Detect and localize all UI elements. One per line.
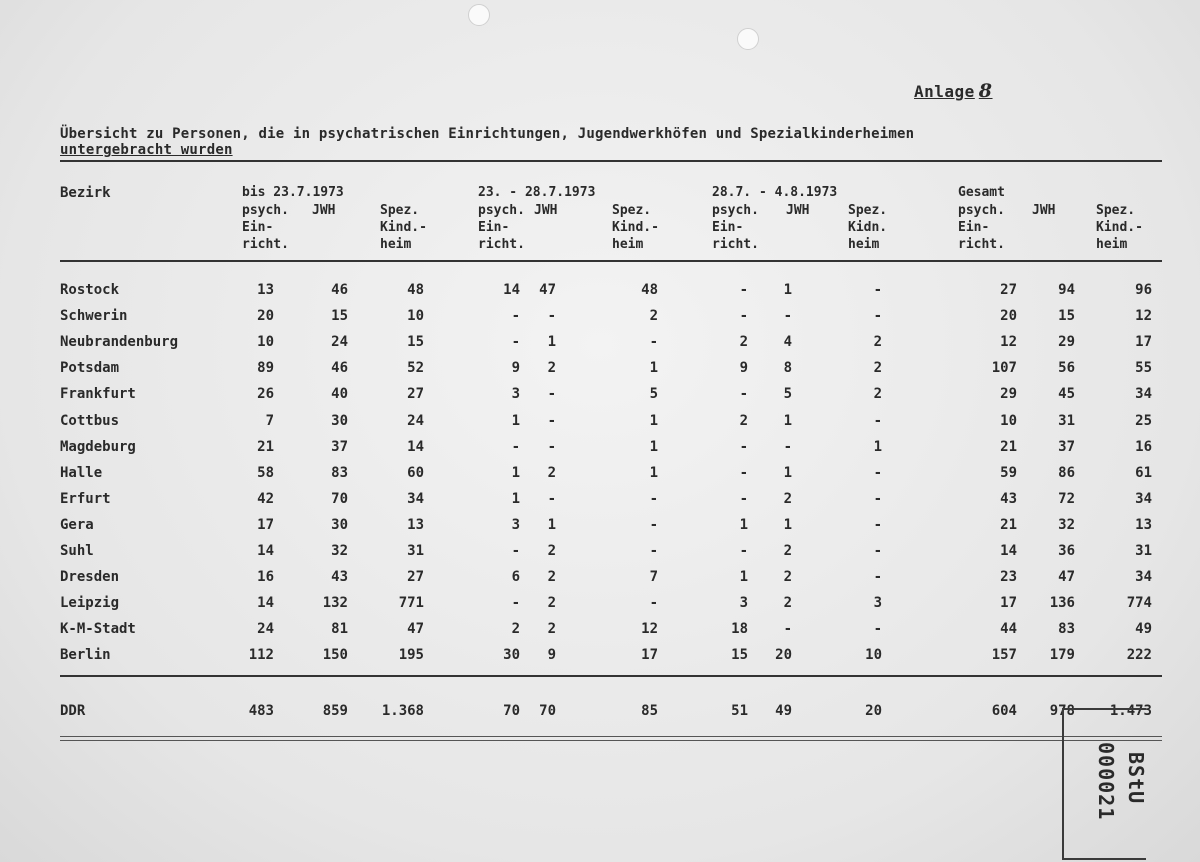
cell-value: 157	[991, 647, 1017, 663]
cell-value: 25	[1135, 413, 1152, 429]
header-psych-label: Ein-	[478, 220, 510, 235]
cell-value: 34	[1135, 491, 1152, 507]
cell-value: 1	[511, 413, 520, 429]
title-rule	[60, 160, 1162, 162]
cell-value: 58	[257, 465, 274, 481]
header-psych-label: psych.	[478, 203, 525, 218]
cell-value: 72	[1058, 491, 1075, 507]
cell-value: 1	[511, 491, 520, 507]
cell-value: 52	[407, 360, 424, 376]
header-jwh-label: JWH	[534, 203, 558, 218]
cell-value: 45	[1058, 386, 1075, 402]
cell-value: 10	[1000, 413, 1017, 429]
cell-value: 47	[539, 282, 556, 298]
title-line-1: Übersicht zu Personen, die in psychatrischen Einrichtungen, Jugendwerkhöfen und Spezialkinderheimen	[60, 126, 915, 142]
cell-value: 51	[731, 703, 748, 719]
cell-value: 31	[407, 543, 424, 559]
cell-value: 96	[1135, 282, 1152, 298]
cell-value: -	[873, 517, 882, 533]
cell-value: 81	[331, 621, 348, 637]
cell-value: -	[783, 439, 792, 455]
anlage-label	[914, 80, 993, 102]
cell-value: -	[873, 543, 882, 559]
header-spez-label: heim	[380, 237, 412, 252]
cell-value: -	[739, 386, 748, 402]
cell-value: 20	[865, 703, 882, 719]
stamp-number: 000021	[1094, 742, 1118, 821]
cell-value: 2	[511, 621, 520, 637]
cell-value: 2	[547, 621, 556, 637]
cell-value: -	[783, 621, 792, 637]
cell-value: 1	[783, 465, 792, 481]
cell-value: 17	[257, 517, 274, 533]
cell-value: 2	[739, 413, 748, 429]
cell-bezirk: Magdeburg	[60, 439, 136, 455]
cell-value: 37	[331, 439, 348, 455]
cell-value: 2	[547, 543, 556, 559]
cell-bezirk: DDR	[60, 703, 86, 719]
cell-value: 47	[1058, 569, 1075, 585]
cell-value: 34	[1135, 569, 1152, 585]
cell-value: -	[783, 308, 792, 324]
closing-rule-1	[60, 736, 1162, 737]
header-spez-label: heim	[848, 237, 880, 252]
header-spez-label: Kidn.	[848, 220, 888, 235]
cell-value: 23	[1000, 569, 1017, 585]
cell-value: 2	[873, 360, 882, 376]
cell-value: 6	[511, 569, 520, 585]
header-spez-label: Kind.-	[612, 220, 659, 235]
header-spez-label: Spez.	[612, 203, 652, 218]
cell-value: 37	[1058, 439, 1075, 455]
cell-bezirk: Rostock	[60, 282, 120, 298]
cell-value: 30	[331, 517, 348, 533]
cell-value: 13	[1135, 517, 1152, 533]
cell-value: 2	[783, 491, 792, 507]
cell-bezirk: Gera	[60, 517, 94, 533]
cell-value: 36	[1058, 543, 1075, 559]
cell-value: -	[873, 308, 882, 324]
cell-value: -	[511, 595, 520, 611]
cell-value: 12	[641, 621, 658, 637]
cell-value: -	[873, 491, 882, 507]
cell-value: -	[649, 517, 658, 533]
cell-bezirk: Frankfurt	[60, 386, 136, 402]
header-spez-label: heim	[612, 237, 644, 252]
cell-value: 27	[407, 386, 424, 402]
cell-value: 9	[739, 360, 748, 376]
cell-value: -	[739, 465, 748, 481]
header-psych-label: Ein-	[242, 220, 274, 235]
header-psych-label: psych.	[712, 203, 759, 218]
cell-value: 3	[511, 517, 520, 533]
cell-value: 16	[257, 569, 274, 585]
stamp-org: BStU	[1124, 752, 1148, 805]
header-spez-label: heim	[1096, 237, 1128, 252]
cell-bezirk: Leipzig	[60, 595, 120, 611]
cell-value: 61	[1135, 465, 1152, 481]
cell-value: 2	[547, 569, 556, 585]
cell-value: 55	[1135, 360, 1152, 376]
header-psych-label: psych.	[242, 203, 289, 218]
closing-rule-2	[60, 740, 1162, 741]
cell-value: -	[511, 543, 520, 559]
cell-value: 1	[649, 465, 658, 481]
document-title	[60, 126, 1170, 158]
cell-value: 150	[322, 647, 348, 663]
cell-value: 16	[1135, 439, 1152, 455]
cell-value: 34	[1135, 386, 1152, 402]
cell-value: 27	[1000, 282, 1017, 298]
cell-value: 70	[331, 491, 348, 507]
cell-value: 15	[1058, 308, 1075, 324]
cell-value: 46	[331, 282, 348, 298]
cell-value: -	[547, 308, 556, 324]
cell-bezirk: K-M-Stadt	[60, 621, 136, 637]
cell-value: 14	[257, 543, 274, 559]
cell-value: 2	[739, 334, 748, 350]
cell-value: 47	[407, 621, 424, 637]
cell-value: 1	[783, 282, 792, 298]
cell-value: 15	[731, 647, 748, 663]
header-spez-label: Spez.	[848, 203, 888, 218]
cell-value: -	[511, 439, 520, 455]
header-psych-label: Ein-	[958, 220, 990, 235]
cell-value: 14	[503, 282, 520, 298]
cell-bezirk: Cottbus	[60, 413, 120, 429]
header-period-title: 28.7. - 4.8.1973	[712, 185, 838, 200]
header-period-title: Gesamt	[958, 185, 1005, 200]
cell-value: 20	[257, 308, 274, 324]
anlage-number: 8	[978, 80, 993, 102]
cell-value: 40	[331, 386, 348, 402]
header-bezirk: Bezirk	[60, 185, 111, 201]
cell-value: 86	[1058, 465, 1075, 481]
cell-value: 483	[248, 703, 274, 719]
cell-value: 2	[873, 334, 882, 350]
cell-value: 31	[1135, 543, 1152, 559]
cell-value: 29	[1058, 334, 1075, 350]
cell-value: 24	[331, 334, 348, 350]
cell-value: 34	[407, 491, 424, 507]
cell-value: 49	[775, 703, 792, 719]
cell-value: 17	[641, 647, 658, 663]
cell-value: 13	[407, 517, 424, 533]
punch-hole	[468, 4, 490, 26]
cell-value: 222	[1126, 647, 1152, 663]
title-line-2: untergebracht wurden	[60, 142, 233, 158]
cell-value: 70	[503, 703, 520, 719]
cell-value: 15	[331, 308, 348, 324]
cell-value: 195	[398, 647, 424, 663]
cell-value: -	[873, 569, 882, 585]
cell-value: 2	[547, 465, 556, 481]
header-psych-label: richt.	[712, 237, 759, 252]
cell-value: 107	[991, 360, 1017, 376]
cell-value: 49	[1135, 621, 1152, 637]
cell-value: 1	[547, 517, 556, 533]
cell-bezirk: Erfurt	[60, 491, 111, 507]
cell-value: 5	[649, 386, 658, 402]
cell-value: 179	[1049, 647, 1075, 663]
cell-value: -	[873, 282, 882, 298]
cell-value: -	[649, 334, 658, 350]
cell-value: -	[511, 308, 520, 324]
cell-value: 2	[783, 543, 792, 559]
cell-value: 83	[331, 465, 348, 481]
cell-value: 21	[257, 439, 274, 455]
cell-value: -	[873, 413, 882, 429]
cell-value: 4	[783, 334, 792, 350]
cell-value: 2	[547, 595, 556, 611]
cell-value: 24	[407, 413, 424, 429]
cell-value: -	[649, 595, 658, 611]
total-rule	[60, 675, 1162, 677]
cell-value: 46	[331, 360, 348, 376]
cell-value: 1	[649, 413, 658, 429]
cell-value: 14	[257, 595, 274, 611]
cell-value: 70	[539, 703, 556, 719]
header-spez-label: Spez.	[1096, 203, 1136, 218]
cell-bezirk: Berlin	[60, 647, 111, 663]
cell-value: 48	[641, 282, 658, 298]
cell-value: 3	[739, 595, 748, 611]
cell-bezirk: Schwerin	[60, 308, 128, 324]
cell-value: -	[511, 334, 520, 350]
cell-value: 1.368	[381, 703, 424, 719]
cell-bezirk: Potsdam	[60, 360, 120, 376]
cell-value: 112	[248, 647, 274, 663]
header-psych-label: richt.	[958, 237, 1005, 252]
header-rule	[60, 260, 1162, 262]
cell-value: -	[649, 543, 658, 559]
cell-value: 20	[775, 647, 792, 663]
cell-bezirk: Neubrandenburg	[60, 334, 179, 350]
cell-value: 94	[1058, 282, 1075, 298]
cell-value: -	[873, 621, 882, 637]
cell-value: 5	[783, 386, 792, 402]
cell-value: 1	[739, 569, 748, 585]
cell-value: 42	[257, 491, 274, 507]
cell-value: 89	[257, 360, 274, 376]
cell-value: 17	[1000, 595, 1017, 611]
cell-value: -	[873, 465, 882, 481]
cell-value: 1	[511, 465, 520, 481]
cell-value: 774	[1126, 595, 1152, 611]
cell-value: 30	[503, 647, 520, 663]
cell-value: 17	[1135, 334, 1152, 350]
cell-value: 771	[398, 595, 424, 611]
cell-value: 2	[547, 360, 556, 376]
cell-value: 2	[783, 595, 792, 611]
cell-value: 1	[783, 413, 792, 429]
cell-value: 132	[322, 595, 348, 611]
cell-value: 14	[1000, 543, 1017, 559]
cell-value: 26	[257, 386, 274, 402]
cell-value: 12	[1000, 334, 1017, 350]
cell-bezirk: Dresden	[60, 569, 120, 585]
cell-value: 10	[865, 647, 882, 663]
header-psych-label: richt.	[478, 237, 525, 252]
cell-value: 32	[1058, 517, 1075, 533]
cell-value: 60	[407, 465, 424, 481]
cell-value: 18	[731, 621, 748, 637]
cell-value: 3	[873, 595, 882, 611]
cell-value: 1.473	[1109, 703, 1152, 719]
header-psych-label: Ein-	[712, 220, 744, 235]
cell-value: 32	[331, 543, 348, 559]
cell-value: 10	[257, 334, 274, 350]
cell-bezirk: Suhl	[60, 543, 94, 559]
cell-value: 7	[265, 413, 274, 429]
cell-value: 29	[1000, 386, 1017, 402]
cell-value: 1	[873, 439, 882, 455]
header-jwh-label: JWH	[1032, 203, 1056, 218]
cell-value: 7	[649, 569, 658, 585]
cell-value: 1	[649, 360, 658, 376]
cell-value: 3	[511, 386, 520, 402]
cell-value: 85	[641, 703, 658, 719]
cell-value: 978	[1049, 703, 1075, 719]
cell-value: 14	[407, 439, 424, 455]
header-psych-label: psych.	[958, 203, 1005, 218]
cell-value: 20	[1000, 308, 1017, 324]
cell-value: 12	[1135, 308, 1152, 324]
cell-value: 30	[331, 413, 348, 429]
cell-value: 859	[322, 703, 348, 719]
cell-value: 136	[1049, 595, 1075, 611]
cell-bezirk: Halle	[60, 465, 103, 481]
cell-value: 2	[783, 569, 792, 585]
cell-value: 2	[649, 308, 658, 324]
header-period-title: 23. - 28.7.1973	[478, 185, 596, 200]
cell-value: -	[739, 491, 748, 507]
cell-value: -	[739, 308, 748, 324]
header-spez-label: Spez.	[380, 203, 420, 218]
cell-value: 59	[1000, 465, 1017, 481]
header-jwh-label: JWH	[786, 203, 810, 218]
cell-value: -	[739, 439, 748, 455]
cell-value: 24	[257, 621, 274, 637]
cell-value: 2	[873, 386, 882, 402]
cell-value: 10	[407, 308, 424, 324]
cell-value: 1	[649, 439, 658, 455]
cell-value: 27	[407, 569, 424, 585]
cell-value: 1	[783, 517, 792, 533]
cell-value: -	[739, 282, 748, 298]
cell-value: -	[547, 386, 556, 402]
cell-value: 43	[1000, 491, 1017, 507]
cell-value: 1	[547, 334, 556, 350]
cell-value: 48	[407, 282, 424, 298]
anlage-text: Anlage	[914, 82, 975, 101]
header-spez-label: Kind.-	[380, 220, 427, 235]
cell-value: 9	[547, 647, 556, 663]
cell-value: 21	[1000, 439, 1017, 455]
cell-value: 56	[1058, 360, 1075, 376]
cell-value: 604	[991, 703, 1017, 719]
cell-value: 8	[783, 360, 792, 376]
cell-value: 9	[511, 360, 520, 376]
cell-value: -	[547, 439, 556, 455]
cell-value: 15	[407, 334, 424, 350]
header-period-title: bis 23.7.1973	[242, 185, 344, 200]
cell-value: 21	[1000, 517, 1017, 533]
cell-value: 44	[1000, 621, 1017, 637]
cell-value: 1	[739, 517, 748, 533]
cell-value: -	[649, 491, 658, 507]
cell-value: -	[739, 543, 748, 559]
punch-hole	[737, 28, 759, 50]
cell-value: -	[547, 413, 556, 429]
header-psych-label: richt.	[242, 237, 289, 252]
cell-value: -	[547, 491, 556, 507]
header-spez-label: Kind.-	[1096, 220, 1143, 235]
header-jwh-label: JWH	[312, 203, 336, 218]
cell-value: 83	[1058, 621, 1075, 637]
cell-value: 31	[1058, 413, 1075, 429]
cell-value: 13	[257, 282, 274, 298]
cell-value: 43	[331, 569, 348, 585]
